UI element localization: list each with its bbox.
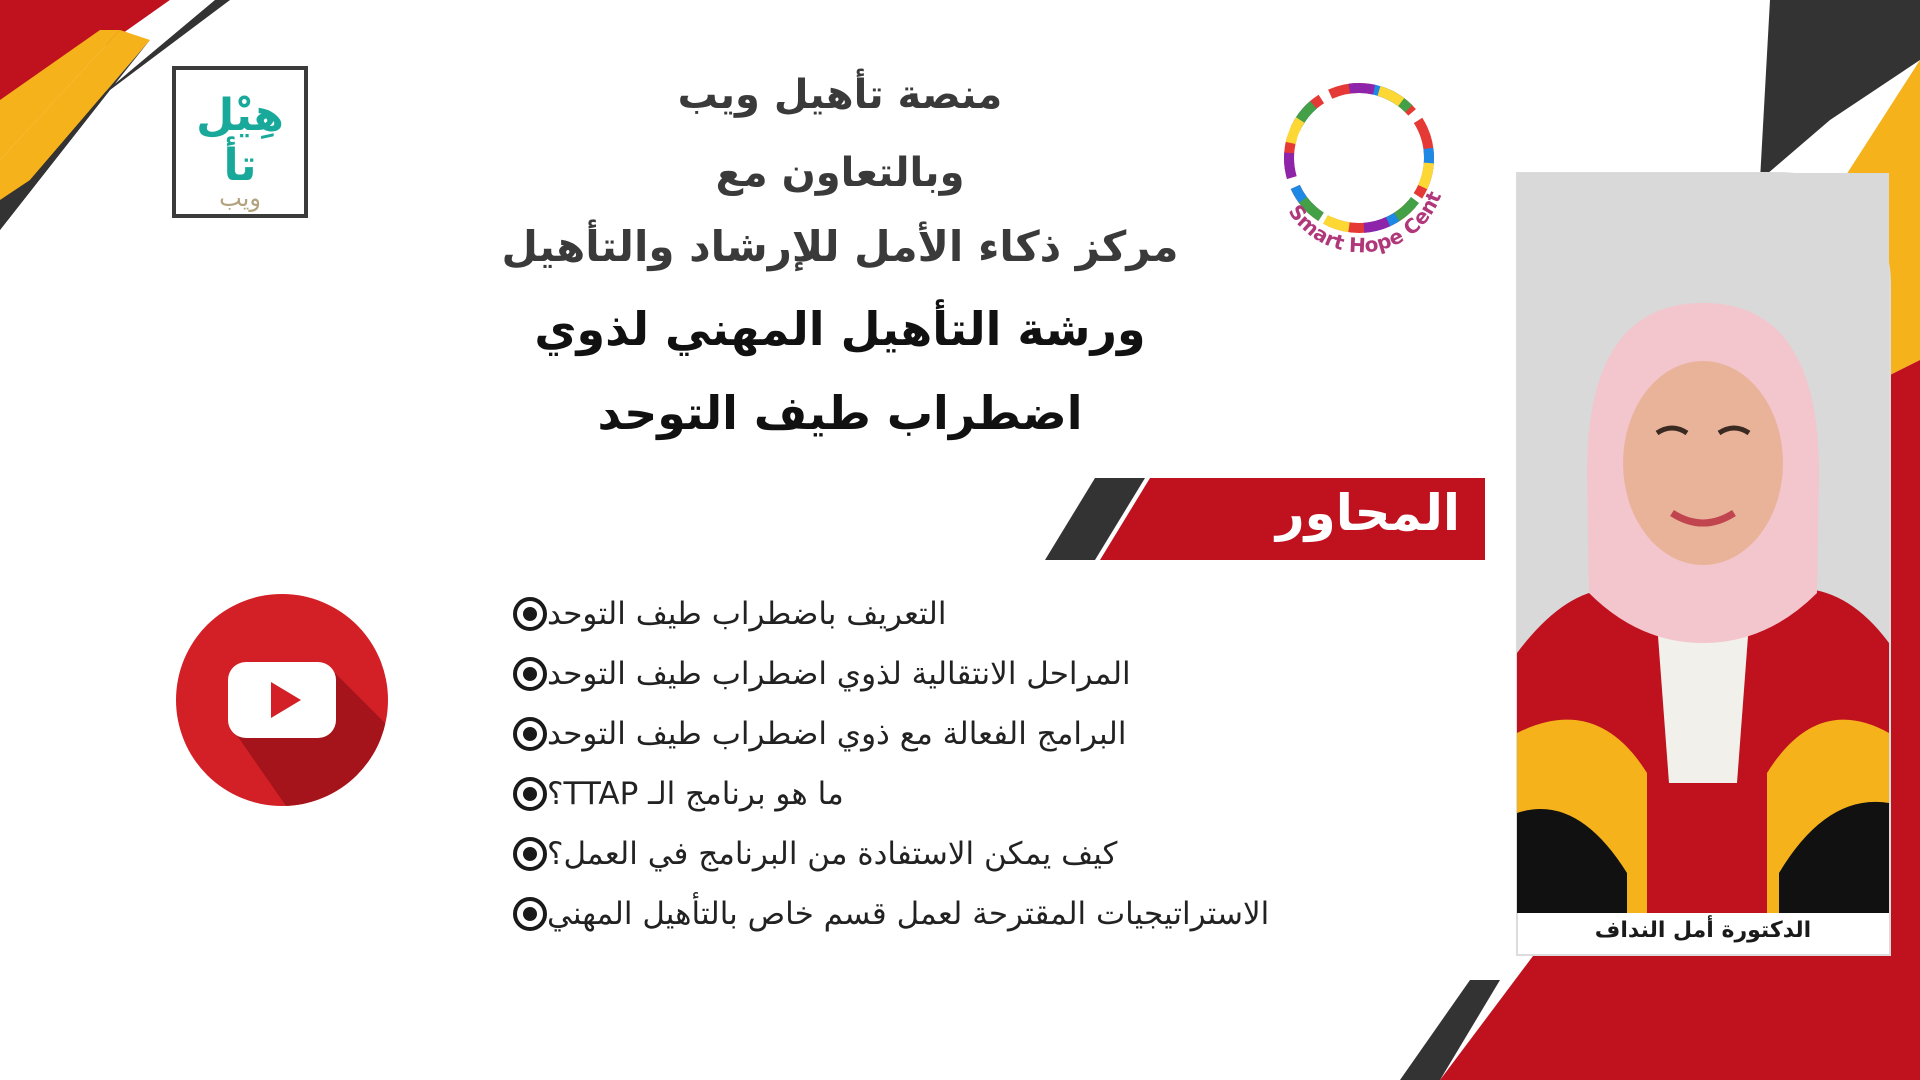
list-item bbox=[495, 584, 1415, 644]
smart-hope-center-logo bbox=[1256, 66, 1462, 266]
logo-word-2: تأ bbox=[223, 140, 257, 191]
radio-bullet-icon bbox=[513, 657, 547, 691]
radio-bullet-icon bbox=[513, 837, 547, 871]
topic-text: الاستراتيجيات المقترحة لعمل قسم خاص بالتأهيل المهني bbox=[547, 896, 1270, 932]
workshop-title-line2: اضطراب طيف التوحد bbox=[597, 386, 1083, 440]
topic-text: كيف يمكن الاستفادة من البرنامج في العمل؟ bbox=[547, 836, 1118, 872]
logo-word-3: ويب bbox=[219, 184, 261, 212]
list-item bbox=[495, 884, 1415, 944]
radio-bullet-icon bbox=[513, 597, 547, 631]
radio-bullet-icon bbox=[513, 717, 547, 751]
radio-bullet-icon bbox=[513, 897, 547, 931]
topic-text: ما هو برنامج الـ TTAP؟ bbox=[547, 776, 844, 812]
speaker-photo bbox=[1517, 173, 1889, 913]
list-item bbox=[495, 644, 1415, 704]
topics-list bbox=[495, 584, 1415, 944]
topic-text: التعريف باضطراب طيف التوحد bbox=[547, 596, 947, 632]
platform-title: منصة تأهيل ويب bbox=[677, 72, 1003, 118]
section-title: المحاور bbox=[1275, 484, 1460, 542]
speaker-caption: الدكتورة أمل النداف bbox=[1594, 918, 1812, 943]
logo-word-1: هِيْل bbox=[196, 90, 284, 141]
radio-bullet-icon bbox=[513, 777, 547, 811]
list-item bbox=[495, 764, 1415, 824]
topic-text: المراحل الانتقالية لذوي اضطراب طيف التوحد bbox=[547, 656, 1131, 692]
center-name: مركز ذكاء الأمل للإرشاد والتأهيل bbox=[501, 222, 1179, 271]
collaboration-text: وبالتعاون مع bbox=[715, 150, 965, 196]
logo-right-text: Smart Hope Cent bbox=[1283, 187, 1447, 258]
list-item bbox=[495, 704, 1415, 764]
topic-text: البرامج الفعالة مع ذوي اضطراب طيف التوحد bbox=[547, 716, 1127, 752]
workshop-title-line1: ورشة التأهيل المهني لذوي bbox=[534, 302, 1146, 356]
taahil-web-logo bbox=[172, 66, 308, 218]
youtube-play-button[interactable] bbox=[176, 594, 388, 806]
list-item bbox=[495, 824, 1415, 884]
